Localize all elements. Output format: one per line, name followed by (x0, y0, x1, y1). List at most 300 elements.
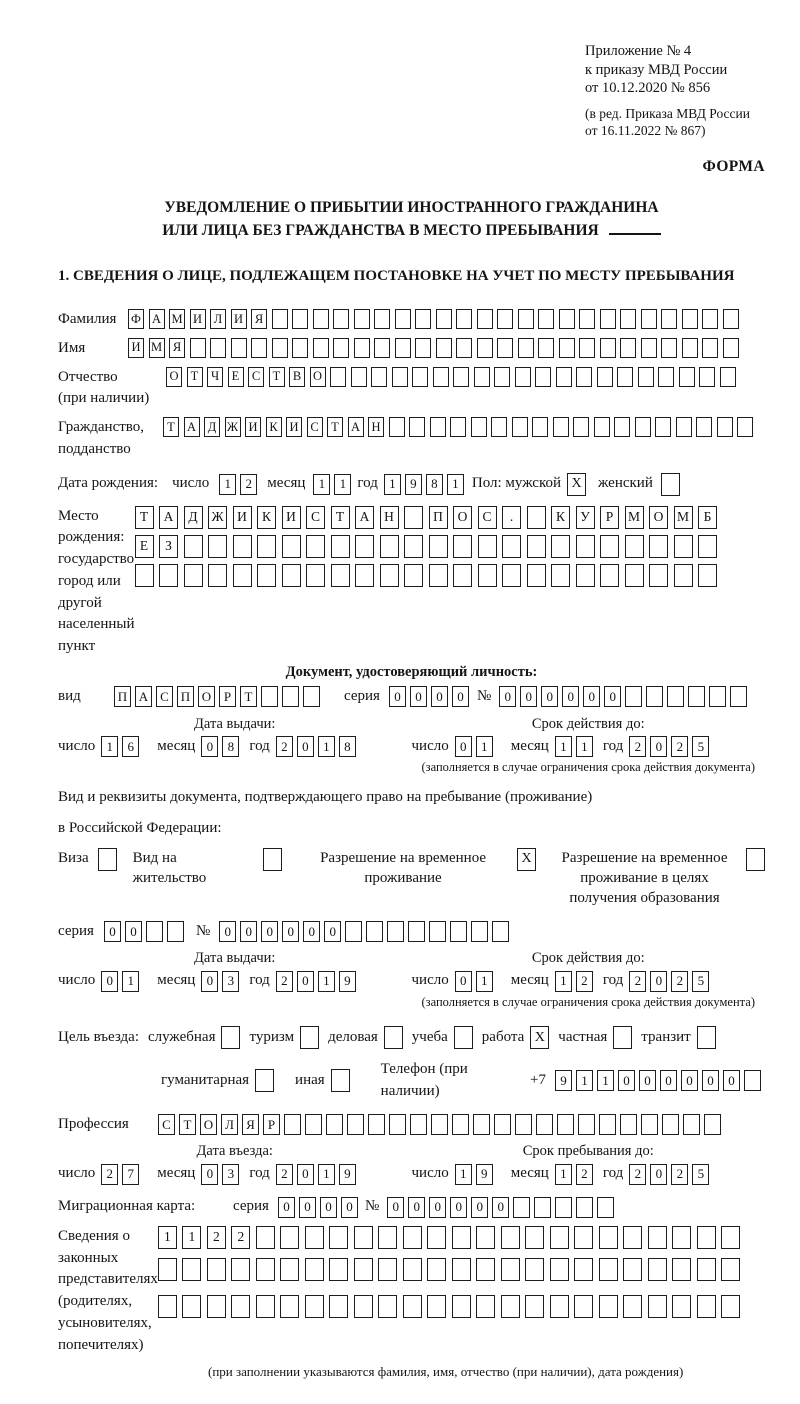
form-cell[interactable]: 1 (555, 736, 572, 757)
form-cell[interactable]: 0 (278, 1197, 295, 1218)
form-cell[interactable] (182, 1295, 201, 1318)
form-cell[interactable]: А (149, 309, 165, 329)
form-cell[interactable] (429, 921, 446, 942)
form-cell[interactable] (667, 686, 684, 707)
form-cell[interactable] (600, 338, 616, 358)
form-cell[interactable]: И (282, 506, 301, 529)
form-cell[interactable] (697, 1258, 716, 1281)
form-cell[interactable] (208, 564, 227, 587)
form-cell[interactable]: К (266, 417, 282, 437)
form-cell[interactable]: 7 (122, 1164, 139, 1185)
form-cell[interactable]: 2 (101, 1164, 118, 1185)
form-cell[interactable]: П (177, 686, 194, 707)
form-cell[interactable] (333, 338, 349, 358)
form-cell[interactable]: 2 (671, 1164, 688, 1185)
form-cell[interactable]: Т (135, 506, 154, 529)
form-cell[interactable]: 2 (276, 971, 293, 992)
form-cell[interactable] (427, 1226, 446, 1249)
form-cell[interactable] (251, 338, 267, 358)
form-cell[interactable] (231, 1258, 250, 1281)
form-cell[interactable] (380, 564, 399, 587)
form-cell[interactable] (404, 506, 423, 529)
form-cell[interactable] (641, 309, 657, 329)
form-cell[interactable] (555, 1197, 572, 1218)
form-cell[interactable] (98, 848, 117, 871)
form-cell[interactable] (476, 1226, 495, 1249)
form-cell[interactable]: 8 (222, 736, 239, 757)
form-cell[interactable]: 0 (702, 1070, 719, 1091)
form-cell[interactable]: Е (228, 367, 244, 387)
form-cell[interactable]: С (307, 417, 323, 437)
form-cell[interactable] (551, 564, 570, 587)
form-cell[interactable] (721, 1258, 740, 1281)
form-cell[interactable] (233, 564, 252, 587)
form-cell[interactable]: 1 (576, 1070, 593, 1091)
form-cell[interactable] (305, 1114, 322, 1135)
form-cell[interactable] (280, 1226, 299, 1249)
form-cell[interactable]: 3 (222, 1164, 239, 1185)
form-cell[interactable] (410, 1114, 427, 1135)
form-cell[interactable] (574, 1226, 593, 1249)
form-cell[interactable]: 0 (499, 686, 516, 707)
form-cell[interactable] (429, 535, 448, 558)
form-cell[interactable] (282, 686, 299, 707)
form-cell[interactable] (518, 338, 534, 358)
form-cell[interactable]: Т (331, 506, 350, 529)
form-cell[interactable] (233, 535, 252, 558)
form-cell[interactable] (231, 1295, 250, 1318)
form-cell[interactable]: 2 (240, 474, 257, 495)
form-cell[interactable] (354, 309, 370, 329)
form-cell[interactable] (476, 1258, 495, 1281)
form-cell[interactable] (231, 338, 247, 358)
form-cell[interactable] (730, 686, 747, 707)
form-cell[interactable] (292, 338, 308, 358)
form-cell[interactable]: 1 (447, 474, 464, 495)
form-cell[interactable]: 0 (297, 736, 314, 757)
form-cell[interactable] (661, 338, 677, 358)
form-cell[interactable] (474, 367, 490, 387)
form-cell[interactable]: Т (187, 367, 203, 387)
form-cell[interactable]: X (530, 1026, 549, 1049)
form-cell[interactable] (378, 1295, 397, 1318)
form-cell[interactable] (208, 535, 227, 558)
form-cell[interactable]: 1 (182, 1226, 201, 1249)
form-cell[interactable]: 9 (555, 1070, 572, 1091)
form-cell[interactable]: 0 (723, 1070, 740, 1091)
form-cell[interactable] (697, 1026, 716, 1049)
form-cell[interactable]: Я (251, 309, 267, 329)
form-cell[interactable] (429, 564, 448, 587)
form-cell[interactable] (502, 535, 521, 558)
form-cell[interactable]: 0 (562, 686, 579, 707)
form-cell[interactable] (597, 367, 613, 387)
form-cell[interactable] (620, 1114, 637, 1135)
form-cell[interactable]: 5 (692, 1164, 709, 1185)
form-cell[interactable] (305, 1226, 324, 1249)
form-cell[interactable]: С (158, 1114, 175, 1135)
form-cell[interactable] (625, 686, 642, 707)
form-cell[interactable]: П (429, 506, 448, 529)
form-cell[interactable] (682, 338, 698, 358)
form-cell[interactable]: М (674, 506, 693, 529)
form-cell[interactable] (614, 417, 630, 437)
form-cell[interactable] (305, 1258, 324, 1281)
form-cell[interactable] (456, 309, 472, 329)
form-cell[interactable] (477, 338, 493, 358)
form-cell[interactable] (573, 417, 589, 437)
form-cell[interactable] (579, 338, 595, 358)
form-cell[interactable] (403, 1258, 422, 1281)
form-cell[interactable]: 0 (541, 686, 558, 707)
form-cell[interactable]: 0 (650, 1164, 667, 1185)
form-cell[interactable]: 0 (618, 1070, 635, 1091)
form-cell[interactable] (683, 1114, 700, 1135)
form-cell[interactable] (625, 564, 644, 587)
form-cell[interactable] (599, 1258, 618, 1281)
form-cell[interactable] (263, 848, 282, 871)
form-cell[interactable] (641, 338, 657, 358)
form-cell[interactable]: И (231, 309, 247, 329)
form-cell[interactable] (494, 367, 510, 387)
form-cell[interactable] (478, 564, 497, 587)
form-cell[interactable]: 0 (429, 1197, 446, 1218)
form-cell[interactable] (450, 417, 466, 437)
form-cell[interactable] (453, 535, 472, 558)
form-cell[interactable]: Я (242, 1114, 259, 1135)
form-cell[interactable] (452, 1295, 471, 1318)
form-cell[interactable]: 0 (297, 1164, 314, 1185)
form-cell[interactable] (534, 1197, 551, 1218)
form-cell[interactable] (366, 921, 383, 942)
form-cell[interactable] (721, 1295, 740, 1318)
form-cell[interactable] (282, 564, 301, 587)
form-cell[interactable]: 0 (471, 1197, 488, 1218)
form-cell[interactable]: . (502, 506, 521, 529)
form-cell[interactable] (600, 535, 619, 558)
form-cell[interactable] (313, 309, 329, 329)
form-cell[interactable] (576, 1197, 593, 1218)
form-cell[interactable] (395, 338, 411, 358)
form-cell[interactable]: В (289, 367, 305, 387)
form-cell[interactable] (210, 338, 226, 358)
form-cell[interactable]: 2 (671, 971, 688, 992)
form-cell[interactable] (501, 1258, 520, 1281)
form-cell[interactable] (717, 417, 733, 437)
form-cell[interactable]: 1 (555, 971, 572, 992)
form-cell[interactable] (272, 338, 288, 358)
form-cell[interactable] (453, 367, 469, 387)
form-cell[interactable] (578, 1114, 595, 1135)
form-cell[interactable] (698, 564, 717, 587)
form-cell[interactable]: 1 (476, 971, 493, 992)
form-cell[interactable]: 1 (158, 1226, 177, 1249)
form-cell[interactable] (501, 1226, 520, 1249)
form-cell[interactable] (331, 1069, 350, 1092)
form-cell[interactable]: 2 (629, 1164, 646, 1185)
form-cell[interactable]: 1 (455, 1164, 472, 1185)
form-cell[interactable] (723, 338, 739, 358)
form-cell[interactable]: З (159, 535, 178, 558)
form-cell[interactable] (525, 1258, 544, 1281)
form-cell[interactable] (404, 564, 423, 587)
form-cell[interactable]: 9 (339, 971, 356, 992)
form-cell[interactable] (384, 1026, 403, 1049)
form-cell[interactable] (158, 1295, 177, 1318)
form-cell[interactable]: М (149, 338, 165, 358)
form-cell[interactable]: 0 (201, 736, 218, 757)
form-cell[interactable]: А (135, 686, 152, 707)
form-cell[interactable]: М (169, 309, 185, 329)
form-cell[interactable] (354, 1258, 373, 1281)
form-cell[interactable]: 0 (455, 736, 472, 757)
form-cell[interactable] (403, 1295, 422, 1318)
form-cell[interactable] (347, 1114, 364, 1135)
form-cell[interactable] (300, 1026, 319, 1049)
form-cell[interactable] (182, 1258, 201, 1281)
form-cell[interactable] (494, 1114, 511, 1135)
form-cell[interactable]: 2 (207, 1226, 226, 1249)
form-cell[interactable] (658, 367, 674, 387)
form-cell[interactable] (354, 1295, 373, 1318)
form-cell[interactable] (427, 1258, 446, 1281)
form-cell[interactable]: 1 (597, 1070, 614, 1091)
form-cell[interactable] (146, 921, 163, 942)
form-cell[interactable] (412, 367, 428, 387)
form-cell[interactable]: А (159, 506, 178, 529)
form-cell[interactable]: 0 (125, 921, 142, 942)
form-cell[interactable]: 2 (276, 1164, 293, 1185)
form-cell[interactable] (452, 1114, 469, 1135)
form-cell[interactable] (450, 921, 467, 942)
form-cell[interactable] (550, 1258, 569, 1281)
form-cell[interactable] (538, 309, 554, 329)
form-cell[interactable] (355, 535, 374, 558)
form-cell[interactable] (326, 1114, 343, 1135)
form-cell[interactable] (599, 1295, 618, 1318)
form-cell[interactable] (329, 1258, 348, 1281)
form-cell[interactable] (313, 338, 329, 358)
form-cell[interactable]: 1 (576, 736, 593, 757)
form-cell[interactable]: Я (169, 338, 185, 358)
form-cell[interactable] (515, 1114, 532, 1135)
form-cell[interactable] (374, 309, 390, 329)
form-cell[interactable]: С (478, 506, 497, 529)
form-cell[interactable] (527, 535, 546, 558)
form-cell[interactable] (720, 367, 736, 387)
form-cell[interactable] (380, 535, 399, 558)
form-cell[interactable] (625, 535, 644, 558)
form-cell[interactable] (550, 1226, 569, 1249)
form-cell[interactable]: 2 (629, 971, 646, 992)
form-cell[interactable]: 1 (122, 971, 139, 992)
form-cell[interactable]: 0 (583, 686, 600, 707)
form-cell[interactable] (257, 564, 276, 587)
form-cell[interactable]: 1 (384, 474, 401, 495)
form-cell[interactable] (471, 921, 488, 942)
form-cell[interactable]: 5 (692, 971, 709, 992)
form-cell[interactable] (597, 1197, 614, 1218)
form-cell[interactable] (256, 1258, 275, 1281)
form-cell[interactable] (427, 1295, 446, 1318)
form-cell[interactable]: Р (219, 686, 236, 707)
form-cell[interactable] (454, 1026, 473, 1049)
form-cell[interactable] (306, 535, 325, 558)
form-cell[interactable]: 0 (240, 921, 257, 942)
form-cell[interactable] (553, 417, 569, 437)
form-cell[interactable]: И (233, 506, 252, 529)
form-cell[interactable] (559, 338, 575, 358)
form-cell[interactable] (329, 1226, 348, 1249)
form-cell[interactable]: Р (263, 1114, 280, 1135)
form-cell[interactable]: 0 (303, 921, 320, 942)
form-cell[interactable] (207, 1295, 226, 1318)
form-cell[interactable] (674, 535, 693, 558)
form-cell[interactable] (536, 1114, 553, 1135)
form-cell[interactable] (256, 1226, 275, 1249)
form-cell[interactable]: 1 (219, 474, 236, 495)
form-cell[interactable]: О (310, 367, 326, 387)
form-cell[interactable]: С (156, 686, 173, 707)
form-cell[interactable] (697, 1295, 716, 1318)
form-cell[interactable]: 0 (387, 1197, 404, 1218)
form-cell[interactable]: 1 (318, 1164, 335, 1185)
form-cell[interactable] (737, 417, 753, 437)
form-cell[interactable] (525, 1226, 544, 1249)
form-cell[interactable] (527, 506, 546, 529)
form-cell[interactable] (389, 417, 405, 437)
form-cell[interactable]: Н (368, 417, 384, 437)
form-cell[interactable] (646, 686, 663, 707)
form-cell[interactable] (374, 338, 390, 358)
form-cell[interactable] (415, 338, 431, 358)
form-cell[interactable] (623, 1226, 642, 1249)
form-cell[interactable] (354, 338, 370, 358)
form-cell[interactable]: 0 (341, 1197, 358, 1218)
form-cell[interactable]: И (286, 417, 302, 437)
form-cell[interactable] (704, 1114, 721, 1135)
form-cell[interactable]: 0 (201, 971, 218, 992)
form-cell[interactable] (576, 535, 595, 558)
form-cell[interactable]: Е (135, 535, 154, 558)
form-cell[interactable] (574, 1295, 593, 1318)
form-cell[interactable]: Ч (207, 367, 223, 387)
form-cell[interactable]: 0 (282, 921, 299, 942)
form-cell[interactable] (518, 309, 534, 329)
form-cell[interactable]: 3 (222, 971, 239, 992)
form-cell[interactable] (599, 1226, 618, 1249)
form-cell[interactable] (436, 309, 452, 329)
form-cell[interactable]: 0 (219, 921, 236, 942)
form-cell[interactable]: Т (269, 367, 285, 387)
form-cell[interactable] (430, 417, 446, 437)
form-cell[interactable]: 0 (297, 971, 314, 992)
form-cell[interactable] (280, 1295, 299, 1318)
form-cell[interactable] (409, 417, 425, 437)
form-cell[interactable] (617, 367, 633, 387)
form-cell[interactable]: К (551, 506, 570, 529)
form-cell[interactable] (303, 686, 320, 707)
form-cell[interactable]: О (166, 367, 182, 387)
form-cell[interactable]: 2 (576, 971, 593, 992)
form-cell[interactable] (502, 564, 521, 587)
form-cell[interactable] (292, 309, 308, 329)
form-cell[interactable]: 0 (104, 921, 121, 942)
form-cell[interactable]: О (453, 506, 472, 529)
form-cell[interactable]: 0 (201, 1164, 218, 1185)
form-cell[interactable]: 0 (324, 921, 341, 942)
form-cell[interactable] (744, 1070, 761, 1091)
form-cell[interactable] (333, 309, 349, 329)
form-cell[interactable] (387, 921, 404, 942)
form-cell[interactable] (641, 1114, 658, 1135)
form-cell[interactable] (436, 338, 452, 358)
form-cell[interactable] (389, 1114, 406, 1135)
form-cell[interactable] (557, 1114, 574, 1135)
form-cell[interactable]: Н (380, 506, 399, 529)
form-cell[interactable] (688, 686, 705, 707)
form-cell[interactable] (207, 1258, 226, 1281)
form-cell[interactable]: 1 (318, 971, 335, 992)
form-cell[interactable] (697, 1226, 716, 1249)
form-cell[interactable]: 0 (520, 686, 537, 707)
form-cell[interactable]: У (576, 506, 595, 529)
form-cell[interactable] (492, 921, 509, 942)
form-cell[interactable]: 9 (476, 1164, 493, 1185)
form-cell[interactable] (538, 338, 554, 358)
form-cell[interactable] (476, 1295, 495, 1318)
form-cell[interactable] (284, 1114, 301, 1135)
form-cell[interactable] (305, 1295, 324, 1318)
form-cell[interactable]: Р (600, 506, 619, 529)
form-cell[interactable]: А (184, 417, 200, 437)
form-cell[interactable] (620, 338, 636, 358)
form-cell[interactable] (699, 367, 715, 387)
form-cell[interactable]: 6 (122, 736, 139, 757)
form-cell[interactable] (158, 1258, 177, 1281)
form-cell[interactable]: Ж (208, 506, 227, 529)
form-cell[interactable]: 0 (450, 1197, 467, 1218)
form-cell[interactable] (532, 417, 548, 437)
form-cell[interactable] (452, 1226, 471, 1249)
form-cell[interactable]: X (567, 473, 586, 496)
form-cell[interactable]: 0 (604, 686, 621, 707)
form-cell[interactable] (415, 309, 431, 329)
form-cell[interactable] (261, 686, 278, 707)
form-cell[interactable] (648, 1258, 667, 1281)
form-cell[interactable] (256, 1295, 275, 1318)
form-cell[interactable]: Д (204, 417, 220, 437)
form-cell[interactable] (649, 535, 668, 558)
form-cell[interactable] (698, 535, 717, 558)
form-cell[interactable] (403, 1226, 422, 1249)
form-cell[interactable] (648, 1226, 667, 1249)
form-cell[interactable]: 9 (405, 474, 422, 495)
form-cell[interactable] (721, 1226, 740, 1249)
form-cell[interactable] (190, 338, 206, 358)
form-cell[interactable]: С (248, 367, 264, 387)
form-cell[interactable]: А (348, 417, 364, 437)
form-cell[interactable]: Т (240, 686, 257, 707)
form-cell[interactable] (676, 417, 692, 437)
form-cell[interactable] (433, 367, 449, 387)
form-cell[interactable] (478, 535, 497, 558)
form-cell[interactable] (525, 1295, 544, 1318)
form-cell[interactable] (408, 921, 425, 942)
form-cell[interactable] (682, 309, 698, 329)
form-cell[interactable] (556, 367, 572, 387)
form-cell[interactable] (672, 1226, 691, 1249)
